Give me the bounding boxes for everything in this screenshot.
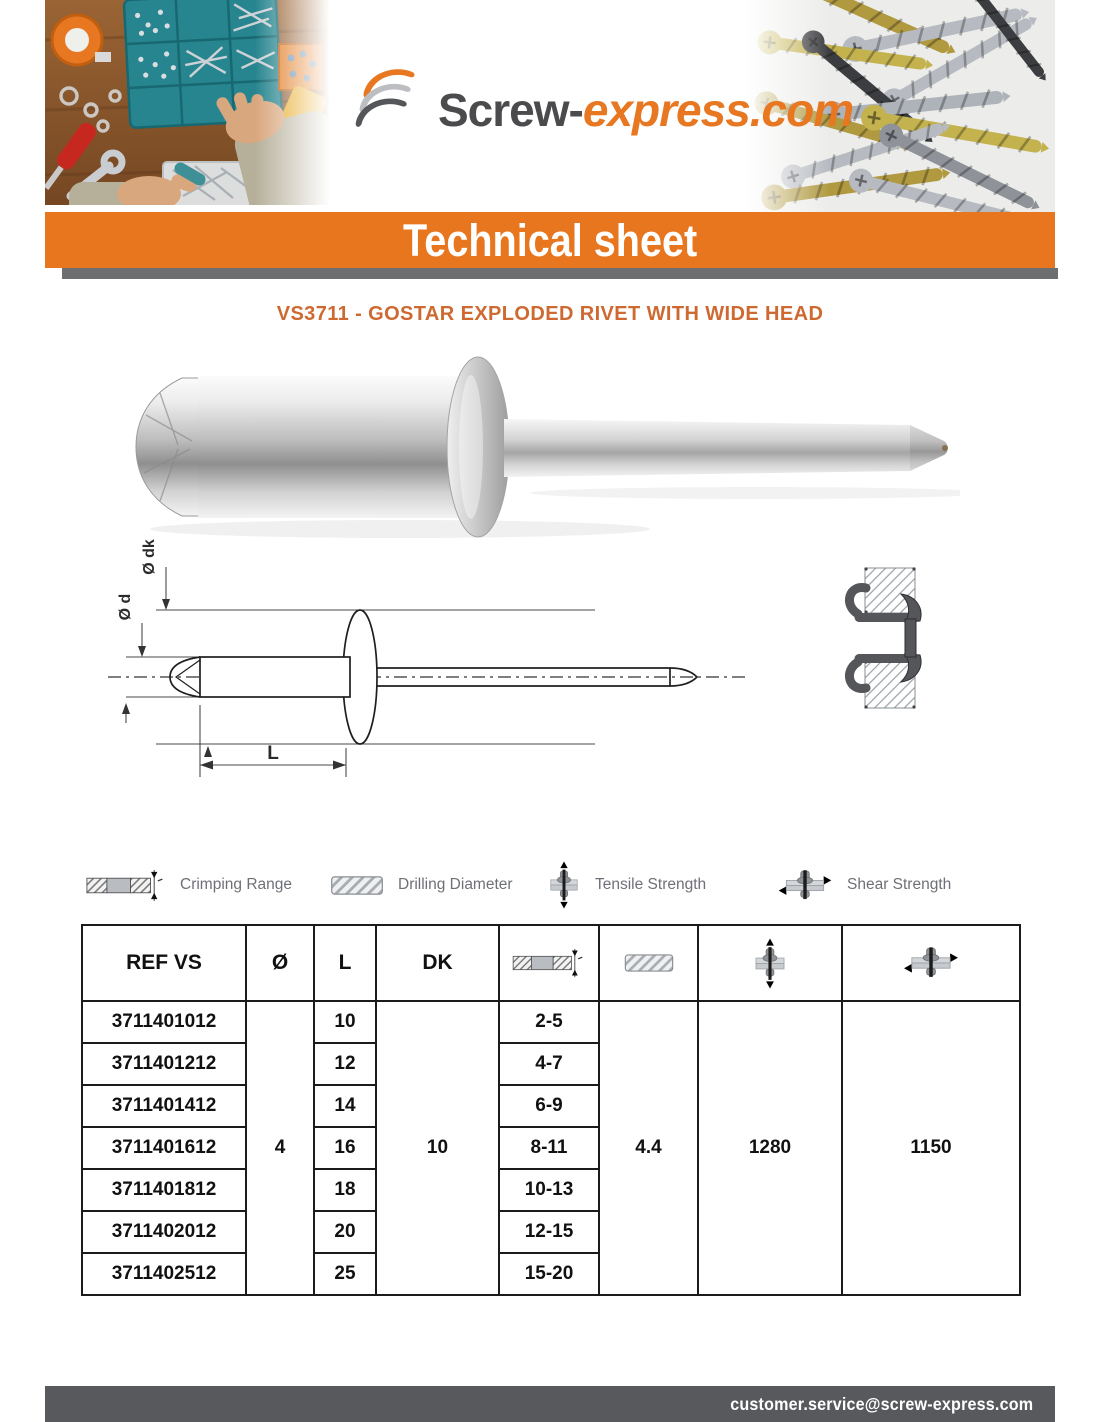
crimping-range-cell: 15-20 [499, 1253, 599, 1295]
col-header-crimping-range [499, 925, 599, 1001]
length-cell: 20 [314, 1211, 376, 1253]
drilling-diameter-icon [330, 875, 384, 896]
diagram-label-l: L [267, 743, 279, 764]
drilling-diameter-icon [624, 953, 674, 973]
footer-bar [45, 1386, 1055, 1422]
table-header-row [82, 925, 1020, 1001]
length-cell: 10 [314, 1001, 376, 1043]
crimping-range-icon [86, 869, 166, 902]
crimping-range-cell: 8-11 [499, 1127, 599, 1169]
crimping-range-cell: 10-13 [499, 1169, 599, 1211]
shear-strength-icon [777, 866, 833, 905]
length-cell: 25 [314, 1253, 376, 1295]
brand-logo [350, 64, 853, 156]
legend-label: Shear Strength [847, 876, 952, 893]
crimping-range-icon [512, 948, 586, 978]
ref-cell: 3711401212 [82, 1043, 246, 1085]
logo-text-secondary: express.com [582, 84, 854, 136]
crimping-range-cell: 12-15 [499, 1211, 599, 1253]
col-header-ref: REF VS [82, 925, 246, 1001]
brand-logo-text [438, 83, 853, 137]
shear-strength-cell: 1150 [842, 1001, 1020, 1295]
ref-cell: 3711402512 [82, 1253, 246, 1295]
tensile-strength-icon [752, 937, 788, 990]
col-header-diameter: Ø [246, 925, 314, 1001]
crimping-range-cell: 6-9 [499, 1085, 599, 1127]
col-header-shear-strength [842, 925, 1020, 1001]
col-header-dk: DK [376, 925, 499, 1001]
legend-shear-strength [777, 862, 951, 908]
crimping-range-cell: 2-5 [499, 1001, 599, 1043]
length-cell: 18 [314, 1169, 376, 1211]
dimension-diagram [90, 515, 800, 805]
legend-tensile-strength [547, 862, 706, 908]
dk-cell: 10 [376, 1001, 499, 1295]
legend-drilling-diameter [330, 862, 513, 908]
banner-shadow [62, 268, 1058, 279]
legend-label: Tensile Strength [595, 876, 707, 893]
ref-cell: 3711401612 [82, 1127, 246, 1169]
ref-cell: 3711401012 [82, 1001, 246, 1043]
banner-title: Technical sheet [402, 214, 698, 266]
tensile-strength-icon [547, 860, 581, 910]
crimping-range-cell: 4-7 [499, 1043, 599, 1085]
workbench-photo [45, 0, 330, 205]
triple-swoosh-icon [350, 64, 428, 156]
contact-email: customer.service@screw-express.com [729, 1394, 1033, 1414]
col-header-drilling-diameter [599, 925, 698, 1001]
diameter-cell: 4 [246, 1001, 314, 1295]
ref-cell: 3711401812 [82, 1169, 246, 1211]
product-title: VS3711 - GOSTAR EXPLODED RIVET WITH WIDE HEAD [276, 303, 824, 325]
shear-strength-icon [902, 943, 960, 983]
legend-label: Crimping Range [180, 876, 292, 893]
spec-table [81, 924, 1021, 1296]
tensile-strength-cell: 1280 [698, 1001, 842, 1295]
length-cell: 14 [314, 1085, 376, 1127]
col-header-length: L [314, 925, 376, 1001]
technical-sheet-banner [45, 212, 1055, 268]
length-cell: 16 [314, 1127, 376, 1169]
ref-cell: 3711402012 [82, 1211, 246, 1253]
diagram-label-dk: Ø dk [141, 539, 158, 575]
legend-label: Drilling Diameter [398, 876, 513, 893]
table-row [82, 1001, 1020, 1043]
diagram-label-d: Ø d [117, 593, 134, 621]
drilling-diameter-cell: 4.4 [599, 1001, 698, 1295]
col-header-tensile-strength [698, 925, 842, 1001]
ref-cell: 3711401412 [82, 1085, 246, 1127]
set-rivet-cross-section [835, 558, 935, 718]
logo-text-primary: Screw- [438, 84, 583, 136]
legend-crimping-range [86, 862, 292, 908]
length-cell: 12 [314, 1043, 376, 1085]
